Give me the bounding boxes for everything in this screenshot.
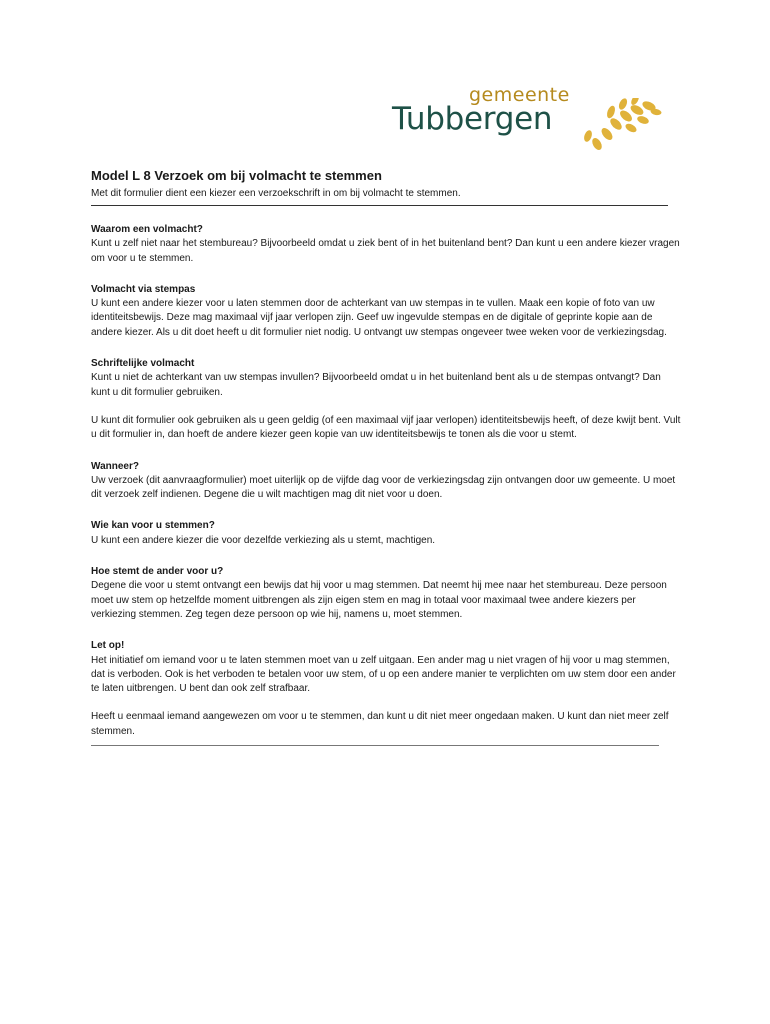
section-heading: Volmacht via stempas [91, 283, 196, 295]
logo-subtitle: gemeente [469, 84, 570, 106]
section-heading: Hoe stemt de ander voor u? [91, 566, 224, 578]
section-heading: Wie kan voor u stemmen? [91, 520, 215, 532]
section-volmacht-stempas [91, 283, 681, 340]
section-paragraph: Degene die voor u stemt ontvangt een bewijs dat hij voor u mag stemmen. Dat neemt hij mee naar het stembureau. Deze persoon moet uw stem op hetzelfde moment uitbrengen als zijn eigen stem en mag in totaal voor maximaal twee andere kiezers per verkiezing stemmen. Zeg tegen deze persoon op wie hij, namens u, moet stemmen. [91, 580, 667, 620]
section-paragraph: Kunt u niet de achterkant van uw stempas invullen? Bijvoorbeeld omdat u in het buitenland bent als u de stempas ontvangt? Dan kunt u dit formulier gebruiken. [91, 372, 661, 398]
bottom-divider [91, 745, 659, 746]
section-wie-kan-stemmen [91, 519, 681, 548]
wheat-ears-icon [583, 98, 663, 154]
section-waarom [91, 223, 681, 266]
section-let-op [91, 639, 681, 739]
section-wanneer [91, 460, 681, 503]
section-paragraph: Heeft u eenmaal iemand aangewezen om voor u te stemmen, dan kunt u dit niet meer ongedaan maken. U kunt dan niet meer zelf stemmen. [91, 711, 669, 737]
section-schriftelijke-volmacht [91, 357, 681, 442]
top-divider [91, 205, 668, 206]
section-paragraph: Uw verzoek (dit aanvraagformulier) moet uiterlijk op de vijfde dag voor de verkiezingsdag zijn ontvangen door uw gemeente. U moet dit verzoek zelf indienen. Degene die u wilt machtigen mag dit niet voor u doen. [91, 474, 676, 501]
section-heading: Schriftelijke volmacht [91, 358, 195, 370]
section-paragraph: U kunt een andere kiezer die voor dezelfde verkiezing als u stemt, machtigen. [91, 534, 436, 546]
section-heading: Waarom een volmacht? [91, 224, 203, 235]
section-paragraph: Kunt u zelf niet naar het stembureau? Bijvoorbeeld omdat u ziek bent of in het buitenland bent? Dan kunt u een andere kiezer vragen om voor u te stemmen. [91, 238, 680, 264]
section-paragraph: Het initiatief om iemand voor u te laten stemmen moet van u zelf uitgaan. Een ander mag u niet vragen of hij voor u mag stemmen, dat is verboden. Ook is het verboden te betalen voor uw stem, of u op een andere manier te verplichten om uw stem door een ander te laten uitbrengen. U bent dan ook zelf strafbaar. [91, 654, 676, 695]
document-intro: Met dit formulier dient een kiezer een verzoekschrift in om bij volmacht te stemmen. [91, 188, 461, 199]
document-body [91, 168, 681, 746]
logo-name: Tubbergen [392, 101, 553, 137]
section-paragraph: U kunt dit formulier ook gebruiken als u geen geldig (of een maximaal vijf jaar verlopen) identiteitsbewijs heeft, of deze kwijt bent. Vult u dit formulier in, dan hoeft de andere kiezer geen kopie van uw identiteitsbewijs te tonen als die voor u stemt. [91, 414, 681, 441]
document-title: Model L 8 Verzoek om bij volmacht te stemmen [91, 168, 382, 183]
section-hoe-stemt-ander [91, 565, 681, 622]
section-heading: Let op! [91, 640, 125, 652]
section-paragraph: U kunt een andere kiezer voor u laten stemmen door de achterkant van uw stempas in te vullen. Maak een kopie of foto van uw identiteitsbewijs. Deze mag maximaal vijf jaar verlopen zijn. Geef uw ingevulde stempas en de digitale of geprinte kopie aan de andere kiezer. Als u dit doet heeft u dit formulier niet nodig. U ontvangt uw stempas ongeveer twee weken voor de verkiezingsdag. [91, 298, 667, 338]
section-heading: Wanneer? [91, 460, 139, 472]
